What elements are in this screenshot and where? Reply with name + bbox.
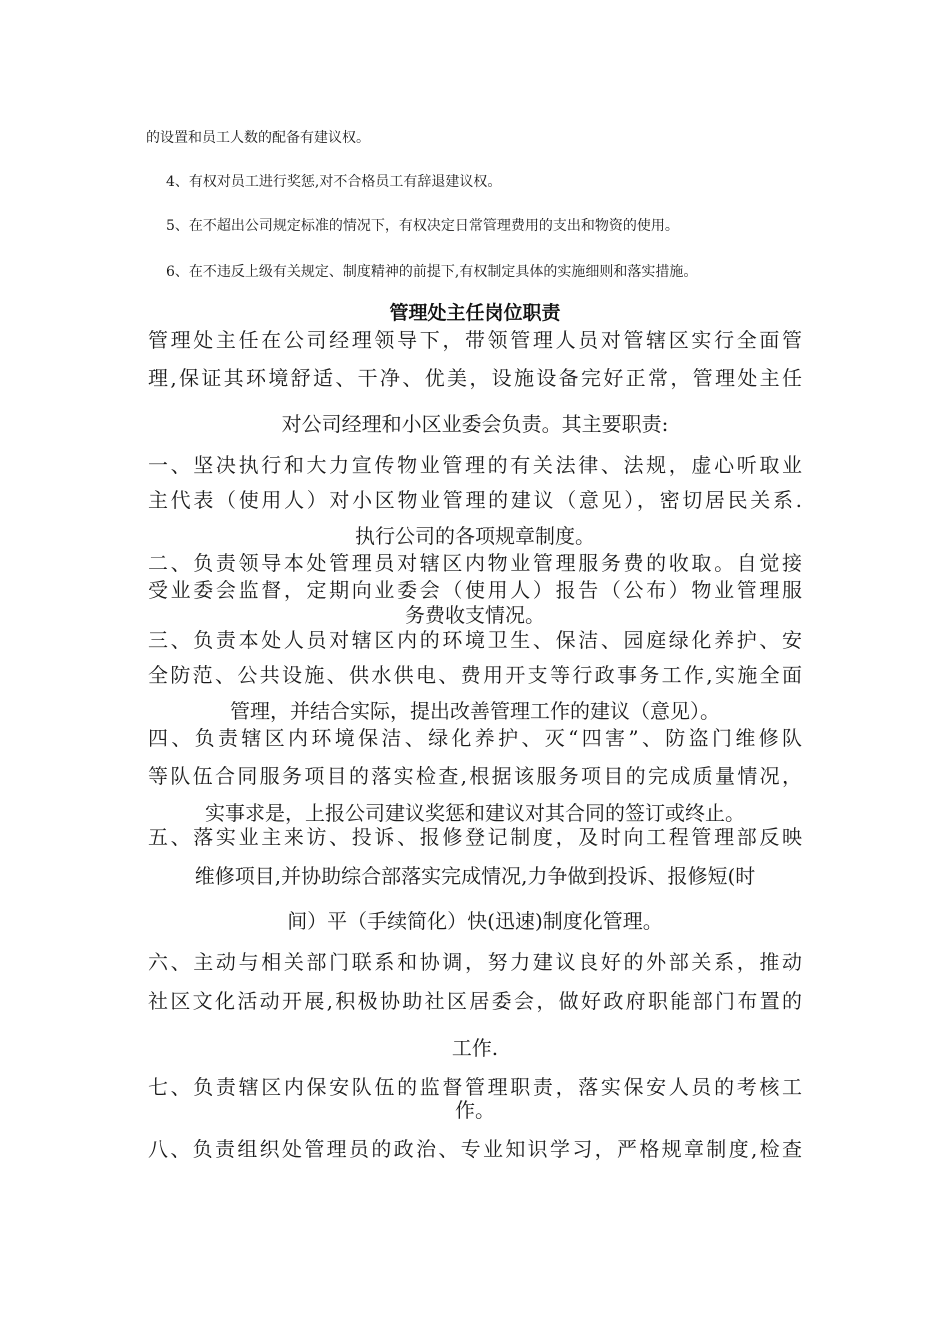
body-line-18: 六、主动与相关部门联系和协调，努力建议良好的外部关系，推动 bbox=[148, 950, 802, 974]
body-line-17: 间）平（手续简化）快(迅速)制度化管理。 bbox=[287, 909, 663, 933]
body-line-15: 五、落实业主来访、投诉、报修登记制度，及时向工程管理部反映 bbox=[148, 825, 802, 849]
body-line-10: 全防范、公共设施、供水供电、费用开支等行政事务工作,实施全面 bbox=[148, 663, 802, 687]
intro-item-1: 4、有权对员工进行奖惩,对不合格员工有辞退建议权。 bbox=[166, 174, 502, 190]
section-title: 管理处主任岗位职责 bbox=[389, 302, 561, 324]
body-line-11: 管理，并结合实际，提出改善管理工作的建议（意见）。 bbox=[230, 699, 720, 723]
body-line-6: 二、负责领导本处管理员对辖区内物业管理服务费的收取。自觉接 bbox=[148, 551, 802, 575]
body-line-21: 七、负责辖区内保安队伍的监督管理职责，落实保安人员的考核工 bbox=[148, 1075, 802, 1099]
body-line-3: 一、坚决执行和大力宣传物业管理的有关法律、法规，虚心听取业 bbox=[148, 453, 802, 477]
body-line-4: 主代表（使用人）对小区物业管理的建议（意见），密切居民关系. bbox=[148, 488, 802, 512]
body-line-22: 作。 bbox=[455, 1098, 495, 1122]
body-line-7: 受业委会监督，定期向业委会（使用人）报告（公布）物业管理服 bbox=[148, 578, 802, 602]
intro-item-0: 的设置和员工人数的配备有建议权。 bbox=[146, 130, 370, 146]
intro-item-3: 6、在不违反上级有关规定、制度精神的前提下,有权制定具体的实施细则和落实措施。 bbox=[166, 264, 698, 280]
intro-item-2: 5、在不超出公司规定标准的情况下，有权决定日常管理费用的支出和物资的使用。 bbox=[166, 218, 679, 234]
body-line-1: 理,保证其环境舒适、干净、优美，设施设备完好正常，管理处主任 bbox=[148, 366, 802, 390]
body-line-5: 执行公司的各项规章制度。 bbox=[355, 524, 595, 548]
body-line-2: 对公司经理和小区业委会负责。其主要职责: bbox=[281, 412, 669, 436]
body-line-20: 工作. bbox=[451, 1036, 499, 1060]
body-line-23: 八、负责组织处管理员的政治、专业知识学习，严格规章制度,检查 bbox=[148, 1137, 802, 1161]
body-line-14: 实事求是，上报公司建议奖惩和建议对其合同的签订或终止。 bbox=[205, 801, 745, 825]
body-line-8: 务费收支情况。 bbox=[405, 603, 545, 627]
body-line-0: 管理处主任在公司经理领导下，带领管理人员对管辖区实行全面管 bbox=[148, 328, 802, 352]
body-line-9: 三、负责本处人员对辖区内的环境卫生、保洁、园庭绿化养护、安 bbox=[148, 628, 802, 652]
body-line-13: 等队伍合同服务项目的落实检查,根据该服务项目的完成质量情况， bbox=[148, 764, 802, 788]
body-line-12: 四、负责辖区内环境保洁、绿化养护、灭“四害”、防盗门维修队 bbox=[148, 726, 802, 750]
body-line-19: 社区文化活动开展,积极协助社区居委会，做好政府职能部门布置的 bbox=[148, 989, 802, 1013]
body-line-16: 维修项目,并协助综合部落实完成情况,力争做到投诉、报修短(时 bbox=[194, 864, 756, 888]
